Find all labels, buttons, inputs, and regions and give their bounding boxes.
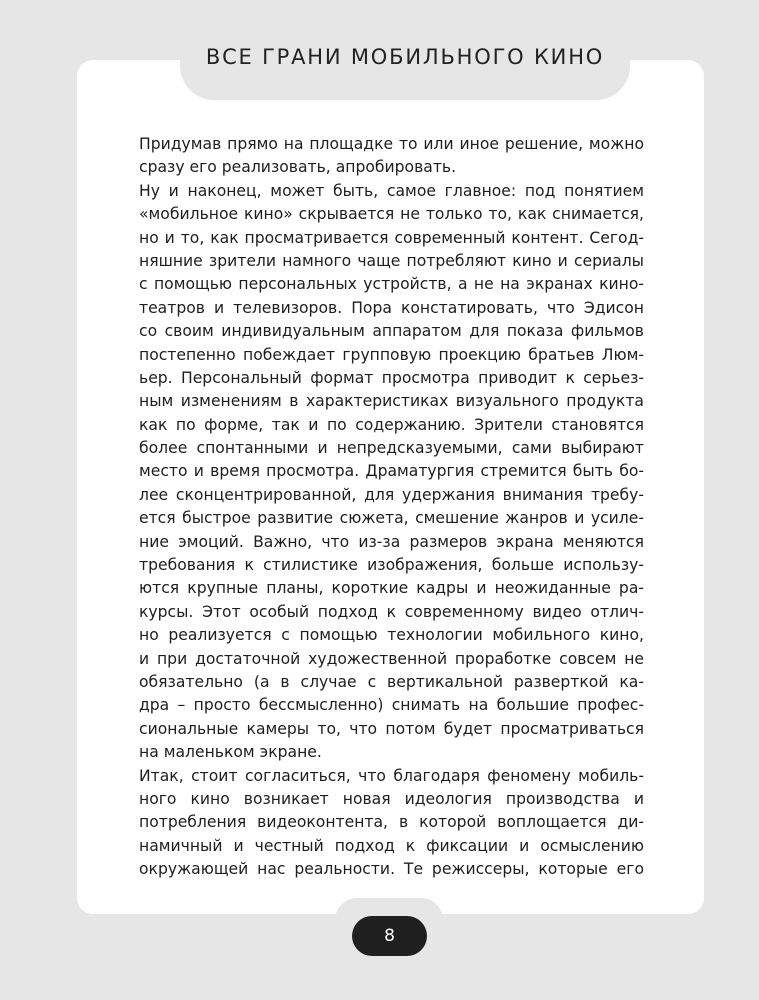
- text-line: но реализуется с помощью технологии мобильного кино,: [139, 626, 644, 645]
- text-line: ются крупные планы, короткие кадры и неожиданные ра-: [139, 579, 644, 598]
- text-line: ного кино возникает новая идеология производства и: [139, 789, 644, 808]
- text-line: сразу его реализовать, апробировать.: [139, 158, 457, 177]
- page-number-badge: 8: [352, 916, 427, 956]
- page-title: ВСЕ ГРАНИ МОБИЛЬНОГО КИНО: [205, 45, 605, 69]
- text-line: няшние зрители намного чаще потребляют кино и сериалы: [139, 251, 644, 270]
- text-line: потребления видеоконтента, в которой воплощается ди-: [139, 813, 644, 832]
- text-line: более спонтанными и непредсказуемыми, сами выбирают: [139, 439, 644, 458]
- body-text: [139, 133, 644, 882]
- text-line: с помощью персональных устройств, а не на экранах кино-: [139, 275, 644, 294]
- text-line: ным изменениям в характеристиках визуального продукта: [139, 392, 644, 411]
- text-line: постепенно побеждает групповую проекцию братьев Люм-: [139, 345, 644, 364]
- text-line: театров и телевизоров. Пора констатировать, что Эдисон: [139, 298, 644, 317]
- text-line: окружающей нас реальности. Те режиссеры, которые его: [139, 860, 644, 879]
- text-line: ние эмоций. Важно, что из-за размеров экрана меняются: [139, 532, 644, 551]
- text-line: но и то, как просматривается современный контент. Сегод-: [139, 228, 644, 247]
- text-line: место и время просмотра. Драматургия стремится быть бо-: [139, 462, 644, 481]
- text-line: Ну и наконец, может быть, самое главное: под понятием: [139, 181, 644, 200]
- text-line: обязательно (а в случае с вертикальной разверткой ка-: [139, 672, 644, 691]
- text-line: Придумав прямо на площадке то или иное решение, можно: [139, 135, 644, 153]
- text-line: как по форме, так и по содержанию. Зрители становятся: [139, 415, 644, 434]
- text-line: намичный и честный подход к фиксации и осмыслению: [139, 836, 644, 855]
- text-line: со своим индивидуальным аппаратом для показа фильмов: [139, 322, 644, 341]
- text-line: «мобильное кино» скрывается не только то, как снимается,: [139, 205, 644, 224]
- text-line: ется быстрое развитие сюжета, смешение жанров и усиле-: [139, 509, 644, 528]
- text-line: курсы. Этот особый подход к современному видео отлич-: [139, 602, 644, 621]
- text-line: на маленьком экране.: [139, 743, 322, 762]
- text-line: дра – просто бессмысленно) снимать на большие профес-: [139, 696, 644, 715]
- text-line: лее сконцентрированной, для удержания внимания требу-: [139, 485, 644, 504]
- text-line: Итак, стоит согласиться, что благодаря феномену мобиль-: [139, 766, 644, 785]
- text-line: требования к стилистике изображения, больше использу-: [139, 556, 644, 575]
- text-line: и при достаточной художественной проработке совсем не: [139, 649, 644, 668]
- text-line: ьер. Персональный формат просмотра приводит к серьез-: [139, 368, 644, 387]
- text-line: сиональные камеры то, что потом будет просматриваться: [139, 719, 644, 738]
